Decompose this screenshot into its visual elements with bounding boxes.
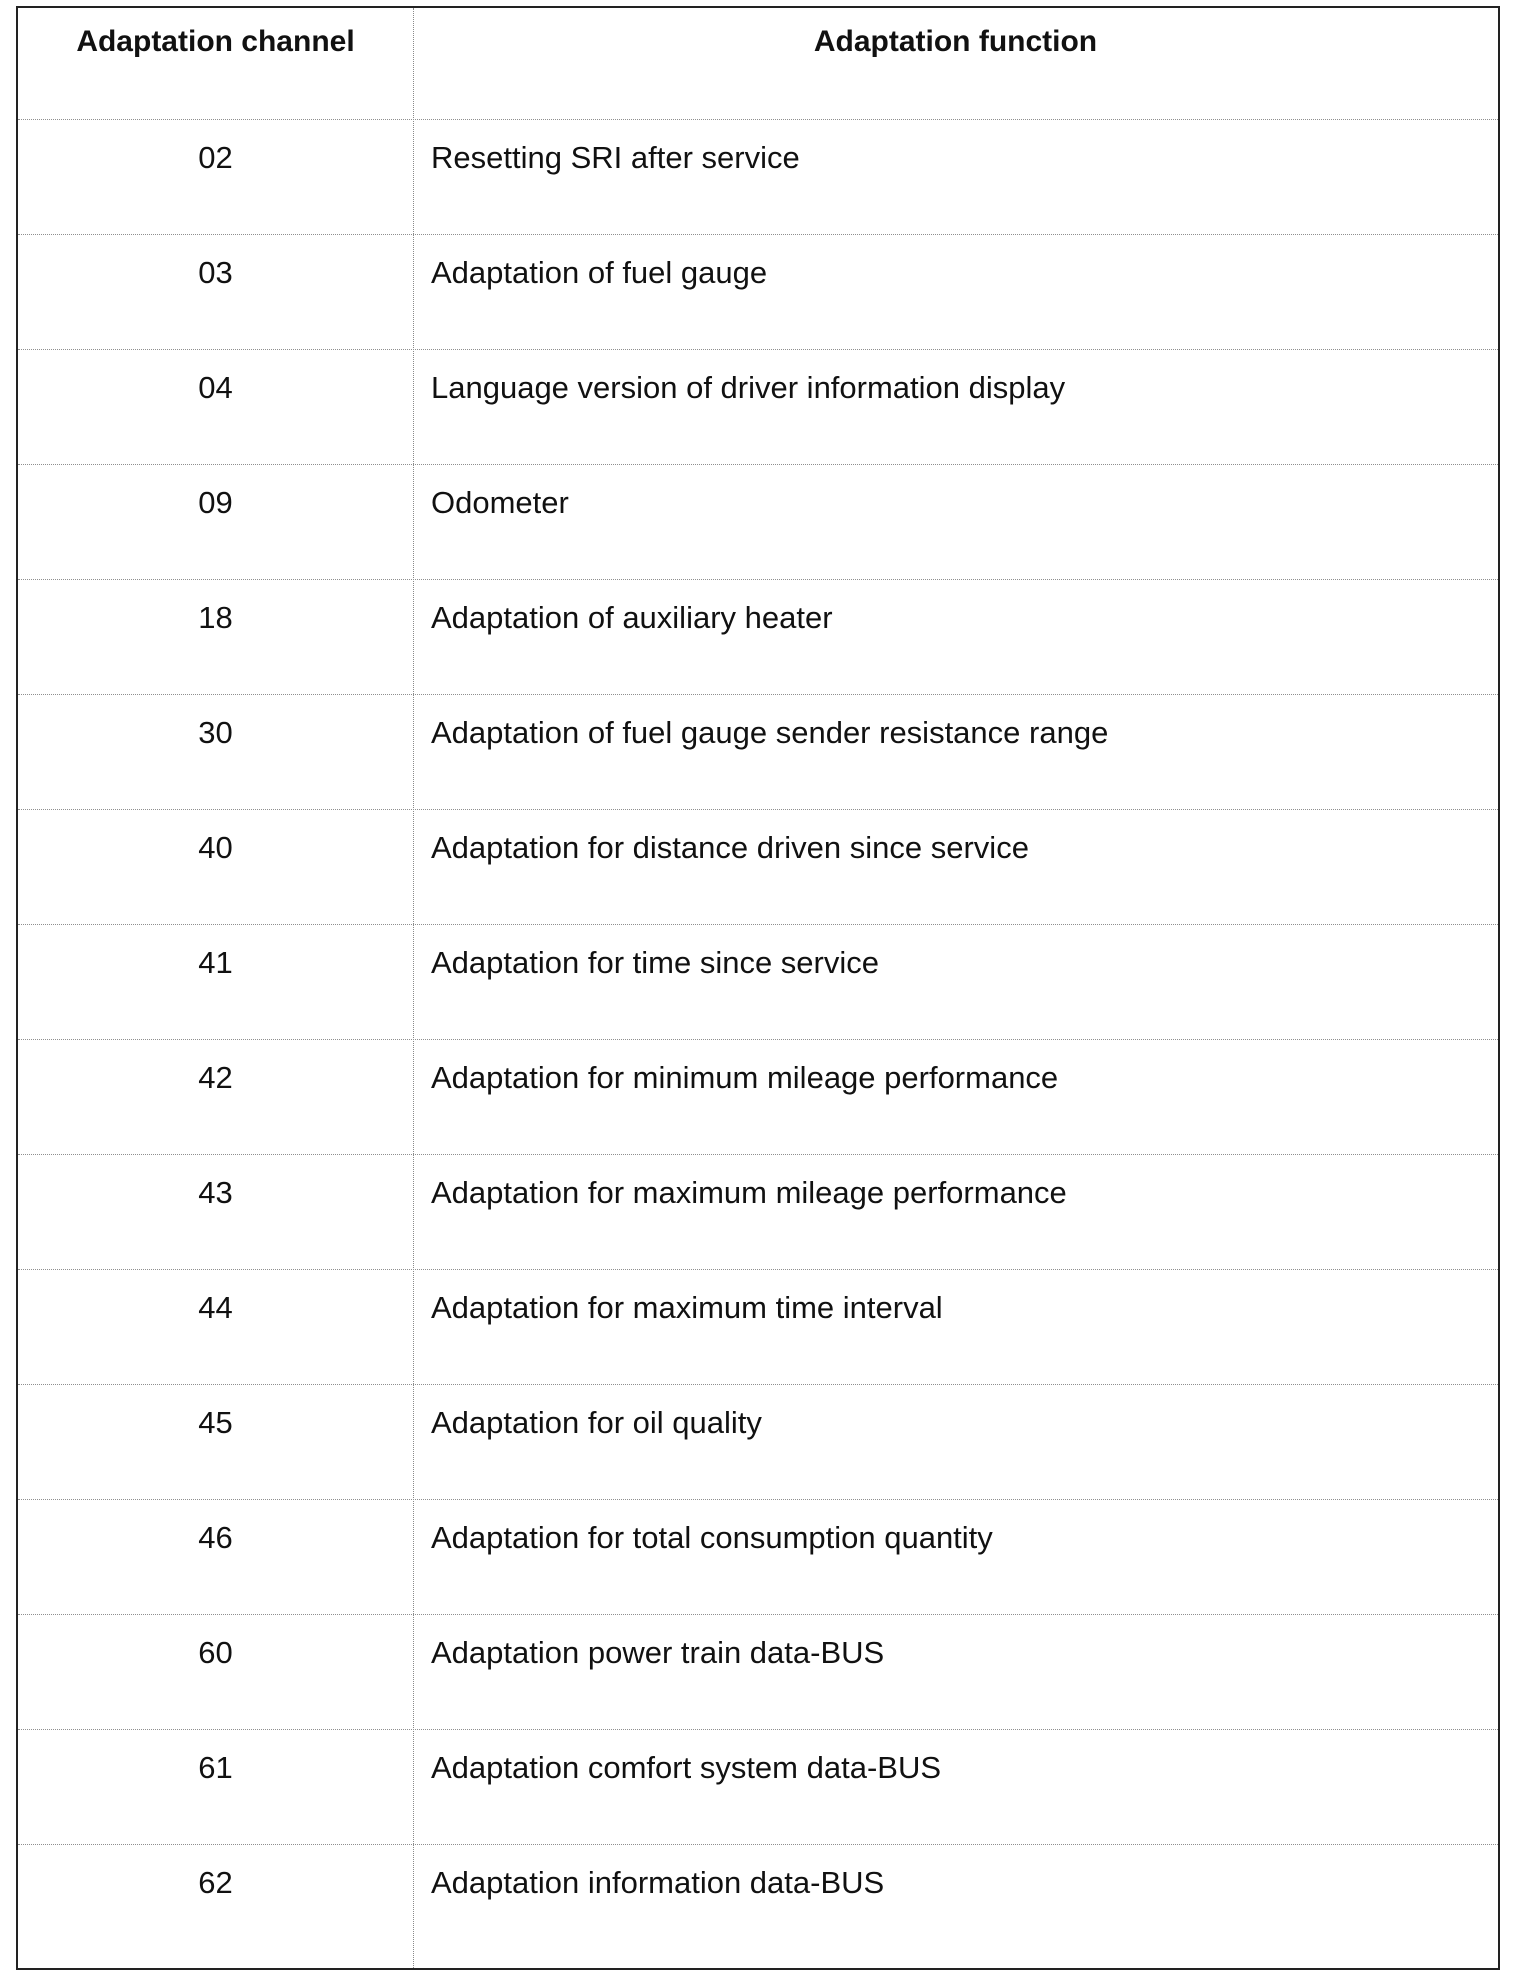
function-cell: Adaptation for oil quality xyxy=(431,1405,762,1440)
table-row xyxy=(18,1499,1498,1615)
function-cell: Odometer xyxy=(431,485,569,520)
function-cell: Language version of driver information display xyxy=(431,370,1066,405)
table-row xyxy=(18,1614,1498,1730)
function-cell: Adaptation for time since service xyxy=(431,945,879,980)
table-row xyxy=(18,1154,1498,1270)
channel-cell: 03 xyxy=(198,255,233,290)
channel-cell: 41 xyxy=(198,945,233,980)
table-row xyxy=(18,1384,1498,1500)
channel-cell: 09 xyxy=(198,485,233,520)
table-header xyxy=(18,8,1498,80)
function-cell: Adaptation of fuel gauge xyxy=(431,255,768,290)
channel-cell: 62 xyxy=(198,1865,233,1900)
channel-cell: 61 xyxy=(198,1750,233,1785)
channel-cell: 44 xyxy=(198,1290,233,1325)
channel-cell: 30 xyxy=(198,715,233,750)
table-row xyxy=(18,694,1498,810)
table-row xyxy=(18,1039,1498,1155)
table-row xyxy=(18,119,1498,235)
table-row xyxy=(18,579,1498,695)
channel-cell: 45 xyxy=(198,1405,233,1440)
function-cell: Adaptation information data-BUS xyxy=(431,1865,885,1900)
function-cell: Adaptation for maximum time interval xyxy=(431,1290,943,1325)
header-adaptation-function: Adaptation function xyxy=(813,25,1098,58)
adaptation-table xyxy=(16,6,1500,1970)
function-cell: Adaptation of auxiliary heater xyxy=(431,600,833,635)
function-cell: Adaptation for distance driven since service xyxy=(431,830,1029,865)
function-cell: Resetting SRI after service xyxy=(431,140,800,175)
channel-cell: 43 xyxy=(198,1175,233,1210)
table-row xyxy=(18,234,1498,350)
function-cell: Adaptation comfort system data-BUS xyxy=(431,1750,942,1785)
function-cell: Adaptation for maximum mileage performance xyxy=(431,1175,1067,1210)
channel-cell: 60 xyxy=(198,1635,233,1670)
table-row xyxy=(18,1844,1498,1960)
channel-cell: 18 xyxy=(198,600,233,635)
channel-cell: 40 xyxy=(198,830,233,865)
header-adaptation-channel: Adaptation channel xyxy=(76,25,355,58)
channel-cell: 46 xyxy=(198,1520,233,1555)
channel-cell: 04 xyxy=(198,370,233,405)
function-cell: Adaptation for minimum mileage performance xyxy=(431,1060,1059,1095)
table-row xyxy=(18,1269,1498,1385)
table-row xyxy=(18,349,1498,465)
function-cell: Adaptation power train data-BUS xyxy=(431,1635,885,1670)
function-cell: Adaptation for total consumption quantity xyxy=(431,1520,993,1555)
channel-cell: 02 xyxy=(198,140,233,175)
function-cell: Adaptation of fuel gauge sender resistance range xyxy=(431,715,1109,750)
channel-cell: 42 xyxy=(198,1060,233,1095)
table-row xyxy=(18,1729,1498,1845)
table-row xyxy=(18,464,1498,580)
table-row xyxy=(18,809,1498,925)
table-row xyxy=(18,924,1498,1040)
